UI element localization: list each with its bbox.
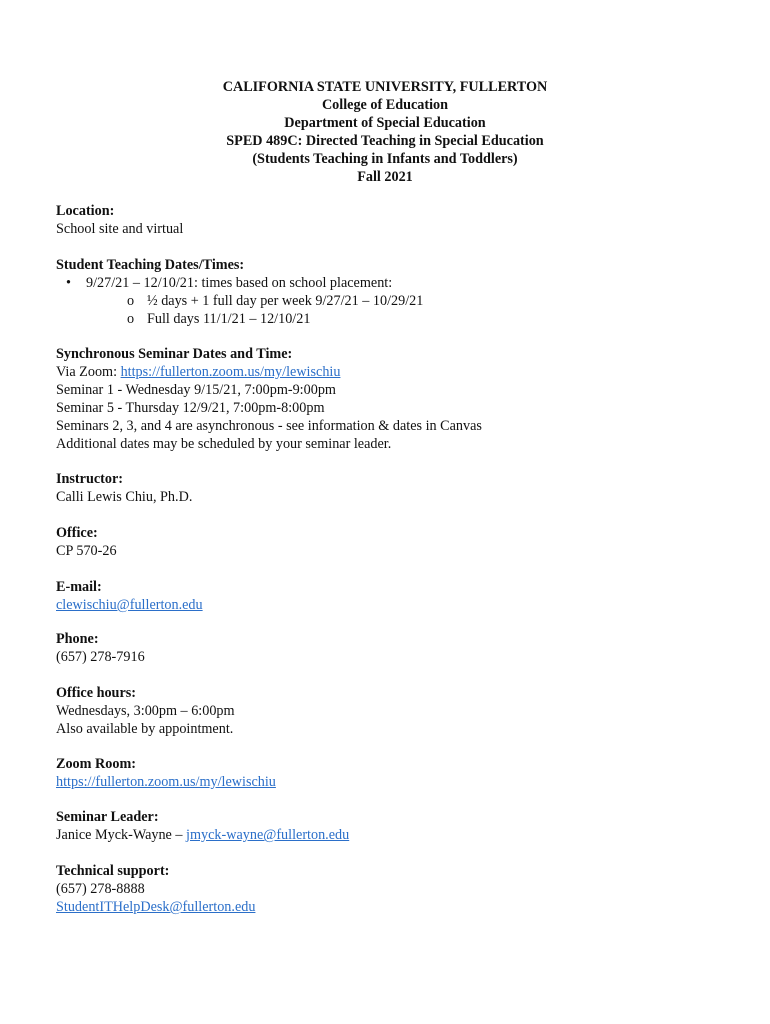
sub-bullet-text: ½ days + 1 full day per week 9/27/21 – 10/29/21 bbox=[147, 293, 424, 309]
course-header bbox=[0, 78, 770, 186]
university-name: CALIFORNIA STATE UNIVERSITY, FULLERTON bbox=[222, 79, 548, 95]
office-section bbox=[56, 524, 117, 560]
bullet-item bbox=[56, 274, 716, 292]
instructor-label: Instructor: bbox=[56, 471, 123, 487]
tech-support-phone: (657) 278-8888 bbox=[56, 881, 145, 897]
seminar-line: Additional dates may be scheduled by your seminar leader. bbox=[56, 436, 392, 452]
course-title: SPED 489C: Directed Teaching in Special Education bbox=[226, 133, 544, 149]
tech-support-email-link[interactable]: StudentITHelpDesk@fullerton.edu bbox=[56, 899, 256, 915]
instructor-name: Calli Lewis Chiu, Ph.D. bbox=[56, 489, 193, 505]
seminar-line: Seminars 2, 3, and 4 are asynchronous - see information & dates in Canvas bbox=[56, 418, 482, 434]
email-section bbox=[56, 578, 203, 614]
via-zoom-prefix: Via Zoom: bbox=[56, 364, 121, 380]
phone-label: Phone: bbox=[56, 631, 99, 647]
department-name: Department of Special Education bbox=[284, 115, 486, 131]
sub-bullet-text: Full days 11/1/21 – 12/10/21 bbox=[147, 311, 311, 327]
circle-bullet-icon: o bbox=[127, 311, 135, 327]
seminar-zoom-link[interactable]: https://fullerton.zoom.us/my/lewischiu bbox=[120, 364, 341, 380]
office-hours-line: Also available by appointment. bbox=[56, 721, 234, 737]
seminar-leader-email-link[interactable]: jmyck-wayne@fullerton.edu bbox=[186, 827, 350, 843]
office-hours-line: Wednesdays, 3:00pm – 6:00pm bbox=[56, 703, 235, 719]
seminar-leader-section bbox=[56, 808, 349, 844]
location-section bbox=[56, 202, 183, 238]
seminar-label: Synchronous Seminar Dates and Time: bbox=[56, 346, 293, 362]
office-label: Office: bbox=[56, 525, 98, 541]
zoom-room-link[interactable]: https://fullerton.zoom.us/my/lewischiu bbox=[56, 774, 276, 790]
email-label: E-mail: bbox=[56, 579, 102, 595]
seminar-leader-name: Janice Myck-Wayne – bbox=[56, 827, 187, 843]
zoom-room-section bbox=[56, 755, 276, 791]
college-name: College of Education bbox=[321, 97, 449, 113]
phone-section bbox=[56, 630, 145, 666]
seminar-line: Seminar 1 - Wednesday 9/15/21, 7:00pm-9:00pm bbox=[56, 382, 336, 398]
phone-value: (657) 278-7916 bbox=[56, 649, 145, 665]
instructor-section bbox=[56, 470, 192, 506]
seminar-line: Seminar 5 - Thursday 12/9/21, 7:00pm-8:00pm bbox=[56, 400, 325, 416]
course-subtitle: (Students Teaching in Infants and Toddlers) bbox=[252, 151, 518, 167]
location-value: School site and virtual bbox=[56, 221, 184, 237]
office-value: CP 570-26 bbox=[56, 543, 117, 559]
office-hours-section bbox=[56, 684, 235, 738]
seminar-zoom-line bbox=[56, 363, 482, 381]
seminar-leader-label: Seminar Leader: bbox=[56, 809, 159, 825]
bullet-text: 9/27/21 – 12/10/21: times based on school placement: bbox=[86, 275, 393, 291]
sub-bullet-item bbox=[56, 310, 716, 328]
instructor-email-link[interactable]: clewischiu@fullerton.edu bbox=[56, 597, 203, 613]
student-teaching-label: Student Teaching Dates/Times: bbox=[56, 257, 245, 273]
office-hours-label: Office hours: bbox=[56, 685, 136, 701]
tech-support-section bbox=[56, 862, 255, 916]
location-label: Location: bbox=[56, 203, 115, 219]
bullet-icon: • bbox=[66, 275, 71, 291]
seminar-section bbox=[56, 345, 482, 453]
student-teaching-section bbox=[56, 256, 716, 328]
circle-bullet-icon: o bbox=[127, 293, 135, 309]
sub-bullet-item bbox=[56, 292, 716, 310]
term: Fall 2021 bbox=[357, 169, 413, 185]
tech-support-label: Technical support: bbox=[56, 863, 170, 879]
zoom-room-label: Zoom Room: bbox=[56, 756, 136, 772]
